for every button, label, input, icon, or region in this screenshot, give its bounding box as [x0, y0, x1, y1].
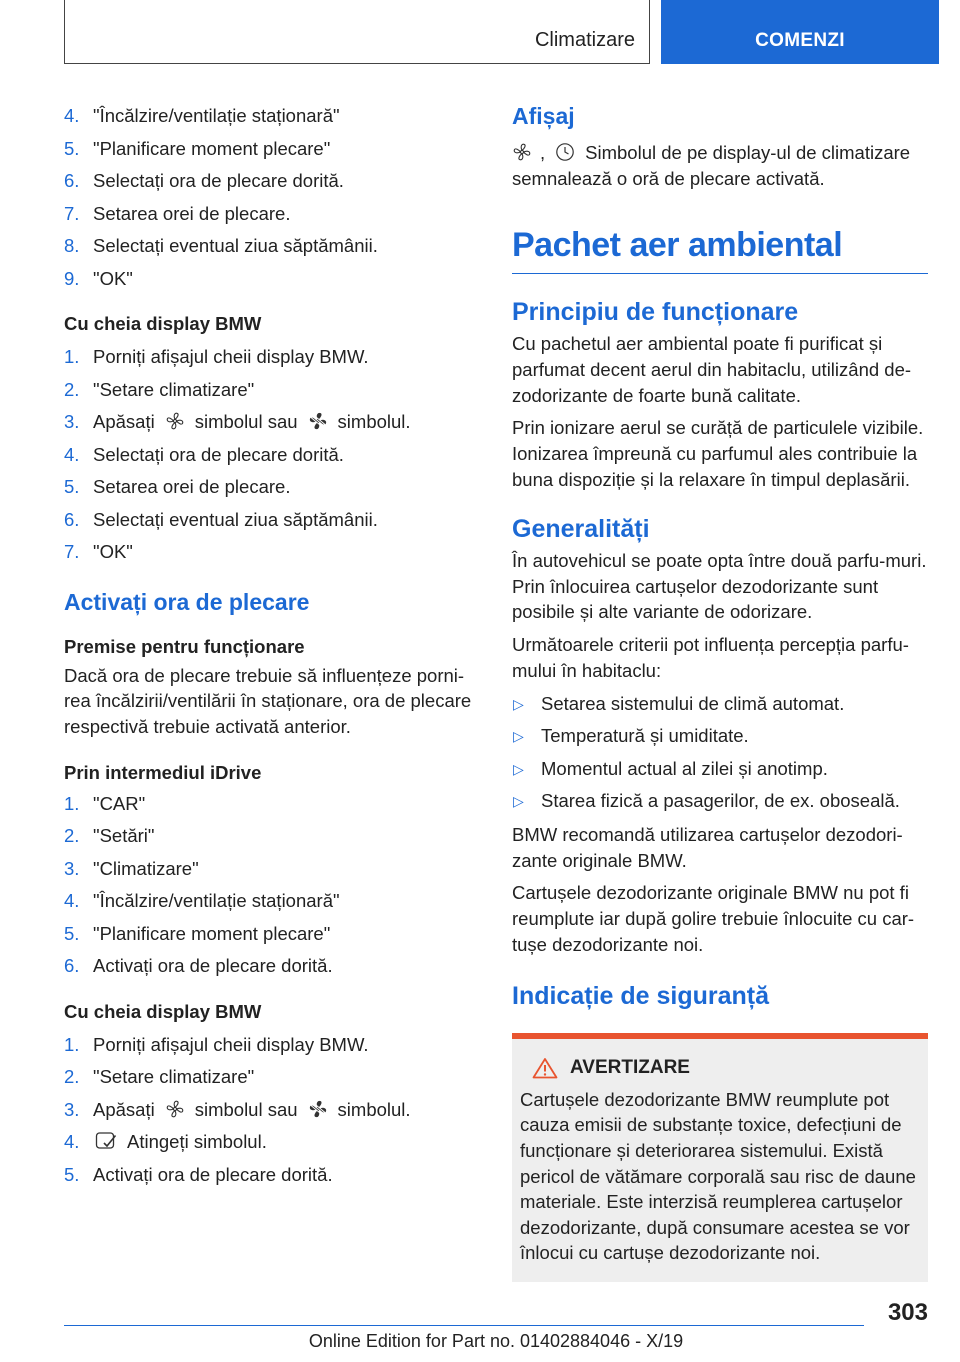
section-heading-display: Afișaj	[512, 103, 575, 129]
list-item: 8. Selectați eventual ziua săptămânii.	[64, 235, 378, 256]
chapter-heading: Pachet aer ambiental	[512, 225, 843, 264]
warning-title: AVERTIZARE	[570, 1056, 690, 1078]
list-item: 5. Activați ora de plecare dorită.	[64, 1163, 333, 1185]
steps-list-3	[64, 788, 476, 983]
fan-auto-icon	[308, 1099, 328, 1119]
list-item: ▷ Starea fizică a pasagerilor, de ex. oboseală.	[512, 785, 928, 818]
section-heading-principle: Principiu de funcționare	[512, 298, 799, 327]
fan-icon	[165, 411, 185, 431]
list-item: 4. "Încălzire/ventilație staționară"	[64, 890, 340, 912]
clock-icon	[555, 142, 575, 162]
section-heading-general: Generalități	[512, 514, 650, 543]
list-item: 6. Selectați ora de plecare dorită.	[64, 170, 344, 191]
subheading-display-key-1: Cu cheia display BMW	[64, 313, 262, 334]
general-paragraph-1: În autovehicul se poate opta între două parfu-muri. Prin înlocuirea cartușelor dezodorizante sunt posibile și alte variante de odorizare.	[512, 549, 927, 623]
steps-list-1	[64, 100, 476, 295]
subheading-idrive: Prin intermediul iDrive	[64, 761, 262, 783]
warning-text: Cartușele dezodorizante BMW reumplute pot cauza emisii de substanțe toxice, defecțiuni de funcționare și deteriorarea sistemului. Există pericol de vătămare corporală sau risc de daune materiale. Este interzisă reumplerea cartușelor dezodorizante, după consumare acestea se vor înlocui cu cartușe dezodorizante noi.	[520, 1088, 916, 1264]
list-item: 9. "OK"	[64, 267, 133, 289]
list-item: 4. Atingeți simbolul.	[64, 1131, 267, 1153]
list-item: 5. "Planificare moment plecare"	[64, 137, 331, 159]
list-item: ▷ Temperatură și umiditate.	[512, 720, 928, 753]
general-paragraph-3: BMW recomandă utilizarea cartușelor dezodori-zante originale BMW.	[512, 823, 903, 871]
list-item: 3. "Climatizare"	[64, 857, 199, 879]
triangle-bullet-icon: ▷	[513, 793, 524, 810]
list-item: ▷ Momentul actual al zilei și anotimp.	[512, 753, 928, 786]
list-item: 7. "OK"	[64, 541, 133, 562]
criteria-list	[512, 688, 928, 818]
checkbox-icon	[95, 1131, 117, 1151]
section-heading-safety: Indicație de siguranță	[512, 981, 770, 1010]
list-item: ▷ Setarea sistemului de climă automat.	[512, 688, 928, 721]
list-item: 3. Apăsați simbolul sau simbolul.	[64, 411, 411, 432]
subheading-display-key-2: Cu cheia display BMW	[64, 1000, 262, 1022]
list-item: 5. Setarea orei de plecare.	[64, 476, 291, 497]
list-item: 2. "Setare climatizare"	[64, 378, 255, 400]
footer-rule	[64, 1325, 864, 1326]
general-paragraph-2: Următoarele criterii pot influența percepția parfu-mului în habitaclu:	[512, 634, 909, 682]
triangle-bullet-icon: ▷	[513, 695, 524, 712]
heading-rule	[512, 273, 928, 275]
edition-footer: Online Edition for Part no. 01402884046 - X/19	[308, 1331, 684, 1351]
left-column	[64, 100, 476, 1191]
fan-icon	[512, 142, 532, 162]
list-item: 2. "Setări"	[64, 825, 155, 847]
steps-list-4	[64, 1029, 476, 1192]
list-item: 2. "Setare climatizare"	[64, 1066, 255, 1088]
list-item: 5. "Planificare moment plecare"	[64, 922, 331, 944]
principle-paragraph-2: Prin ionizare aerul se curăță de particulele vizibile. Ionizarea împreună cu parfumul ales contribuie la buna dispoziție și la relaxare în timpul deplasării.	[512, 417, 924, 491]
list-item: 7. Setarea orei de plecare.	[64, 202, 291, 224]
list-item: 1. Porniți afișajul cheii display BMW.	[64, 1033, 369, 1055]
list-item: 4. "Încălzire/ventilație staționară"	[64, 105, 340, 126]
warning-triangle-icon	[532, 1057, 558, 1079]
warning-box	[512, 1033, 928, 1282]
principle-paragraph-1: Cu pachetul aer ambiental poate fi purificat și parfumat decent aerul din habitaclu, utilizând de-zodorizante de foarte bună calitate.	[512, 333, 912, 406]
steps-list-2	[64, 341, 476, 569]
fan-auto-icon	[308, 411, 328, 431]
page-number: 303	[887, 1299, 928, 1326]
list-item: 4. Selectați ora de plecare dorită.	[64, 443, 344, 465]
section-tab-label: COMENZI	[755, 30, 845, 51]
premise-text: Dacă ora de plecare trebuie să influențeze porni-rea încălzirii/ventilării în staționare, ora de plecare respectivă trebuie activată anterior.	[64, 664, 472, 738]
list-item: 1. "CAR"	[64, 792, 146, 814]
subheading-premise: Premise pentru funcționare	[64, 635, 305, 657]
header-box	[64, 0, 650, 64]
list-item: 3. Apăsați simbolul sau simbolul.	[64, 1098, 411, 1120]
list-item: 6. Selectați eventual ziua săptămânii.	[64, 508, 378, 530]
triangle-bullet-icon: ▷	[513, 760, 524, 777]
section-heading-activate: Activați ora de plecare	[64, 588, 310, 615]
display-text: , Simbolul de pe display-ul de climatizare semnalează o oră de plecare activată.	[512, 142, 911, 189]
list-item: 6. Activați ora de plecare dorită.	[64, 955, 333, 977]
triangle-bullet-icon: ▷	[513, 728, 524, 745]
list-item: 1. Porniți afișajul cheii display BMW.	[64, 346, 369, 367]
general-paragraph-4: Cartușele dezodorizante originale BMW nu pot fi reumplute iar după golire trebuie înlocuite cu car-tușe dezodorizante noi.	[512, 882, 915, 956]
right-column	[512, 100, 928, 1282]
section-tab[interactable]	[661, 0, 939, 64]
chapter-title: Climatizare	[534, 29, 635, 51]
warning-header	[532, 1057, 920, 1079]
fan-icon	[165, 1099, 185, 1119]
